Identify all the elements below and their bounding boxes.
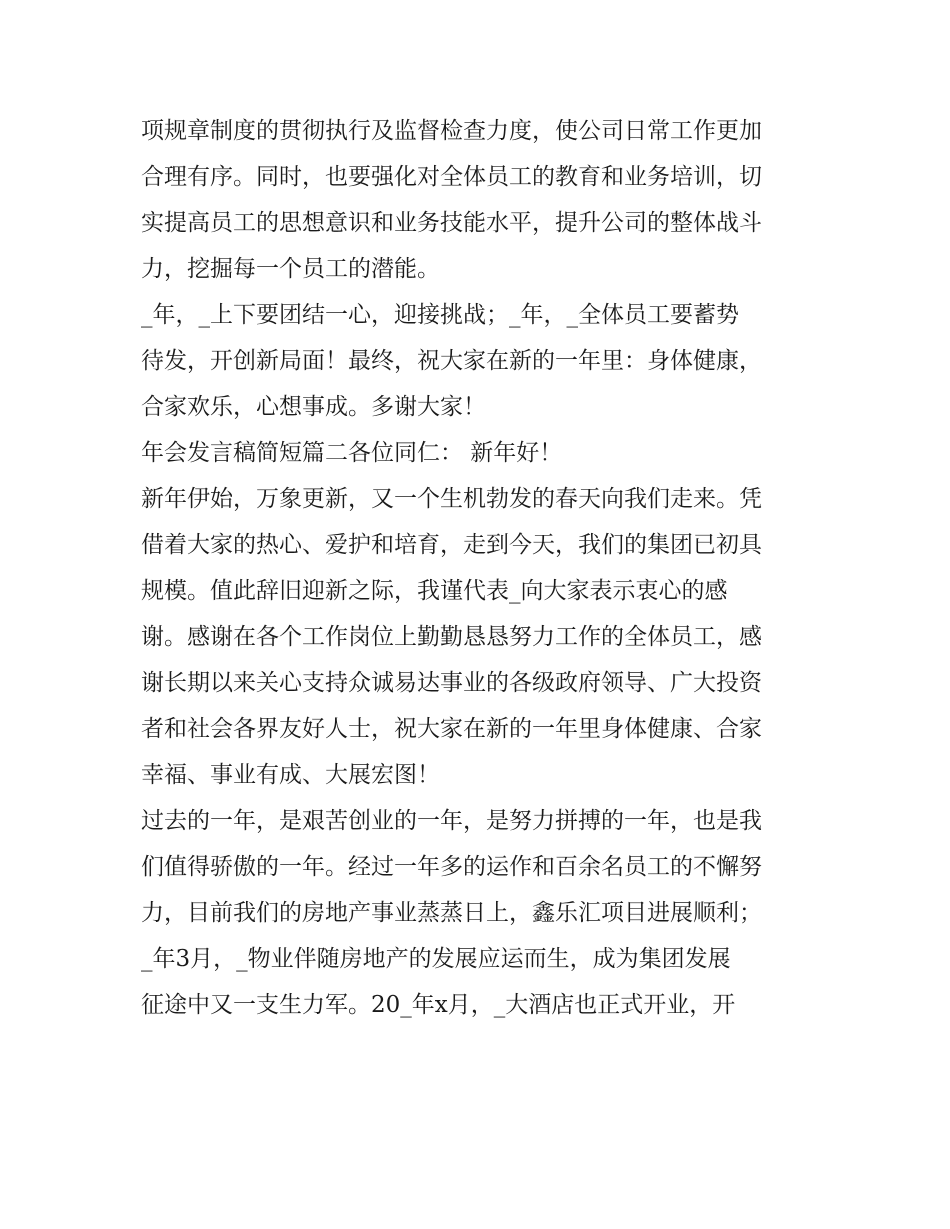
text-line: 实提高员工的思想意识和业务技能水平，提升公司的整体战斗 bbox=[141, 210, 762, 236]
text-line: 力，挖掘每一个员工的潜能。 bbox=[141, 256, 440, 282]
text-line: 规模。值此辞旧迎新之际，我谨代表_向大家表示衷心的感 bbox=[141, 578, 728, 604]
text-line: 合家欢乐，心想事成。多谢大家！ bbox=[141, 394, 486, 420]
text-line: 借着大家的热心、爱护和培育，走到今天，我们的集团已初具 bbox=[141, 532, 762, 558]
text-line: 项规章制度的贯彻执行及监督检查力度，使公司日常工作更加 bbox=[141, 118, 762, 144]
text-line: 待发，开创新局面！最终，祝大家在新的一年里：身体健康， bbox=[141, 348, 762, 374]
text-line: 过去的一年，是艰苦创业的一年，是努力拼搏的一年，也是我 bbox=[141, 808, 762, 834]
section-heading-line: 年会发言稿简短篇二各位同仁： 新年好！ bbox=[141, 440, 563, 466]
text-line: _年3月，_物业伴随房地产的发展应运而生，成为集团发展 bbox=[141, 946, 731, 972]
text-line: 新年伊始，万象更新，又一个生机勃发的春天向我们走来。凭 bbox=[141, 486, 762, 512]
document-body bbox=[141, 108, 831, 1028]
text-line: _年，_上下要团结一心，迎接挑战；_年，_全体员工要蓄势 bbox=[141, 302, 739, 328]
text-line: 征途中又一支生力军。20_年x月，_大酒店也正式开业，开 bbox=[141, 992, 736, 1018]
text-line: 力，目前我们的房地产事业蒸蒸日上，鑫乐汇项目进展顺利； bbox=[141, 900, 762, 926]
text-line: 者和社会各界友好人士，祝大家在新的一年里身体健康、合家 bbox=[141, 716, 762, 742]
text-line: 谢。感谢在各个工作岗位上勤勤恳恳努力工作的全体员工，感 bbox=[141, 624, 762, 650]
text-line: 谢长期以来关心支持众诚易达事业的各级政府领导、广大投资 bbox=[141, 670, 762, 696]
text-line: 幸福、事业有成、大展宏图！ bbox=[141, 762, 440, 788]
text-line: 们值得骄傲的一年。经过一年多的运作和百余名员工的不懈努 bbox=[141, 854, 762, 880]
text-line: 合理有序。同时，也要强化对全体员工的教育和业务培训，切 bbox=[141, 164, 762, 190]
